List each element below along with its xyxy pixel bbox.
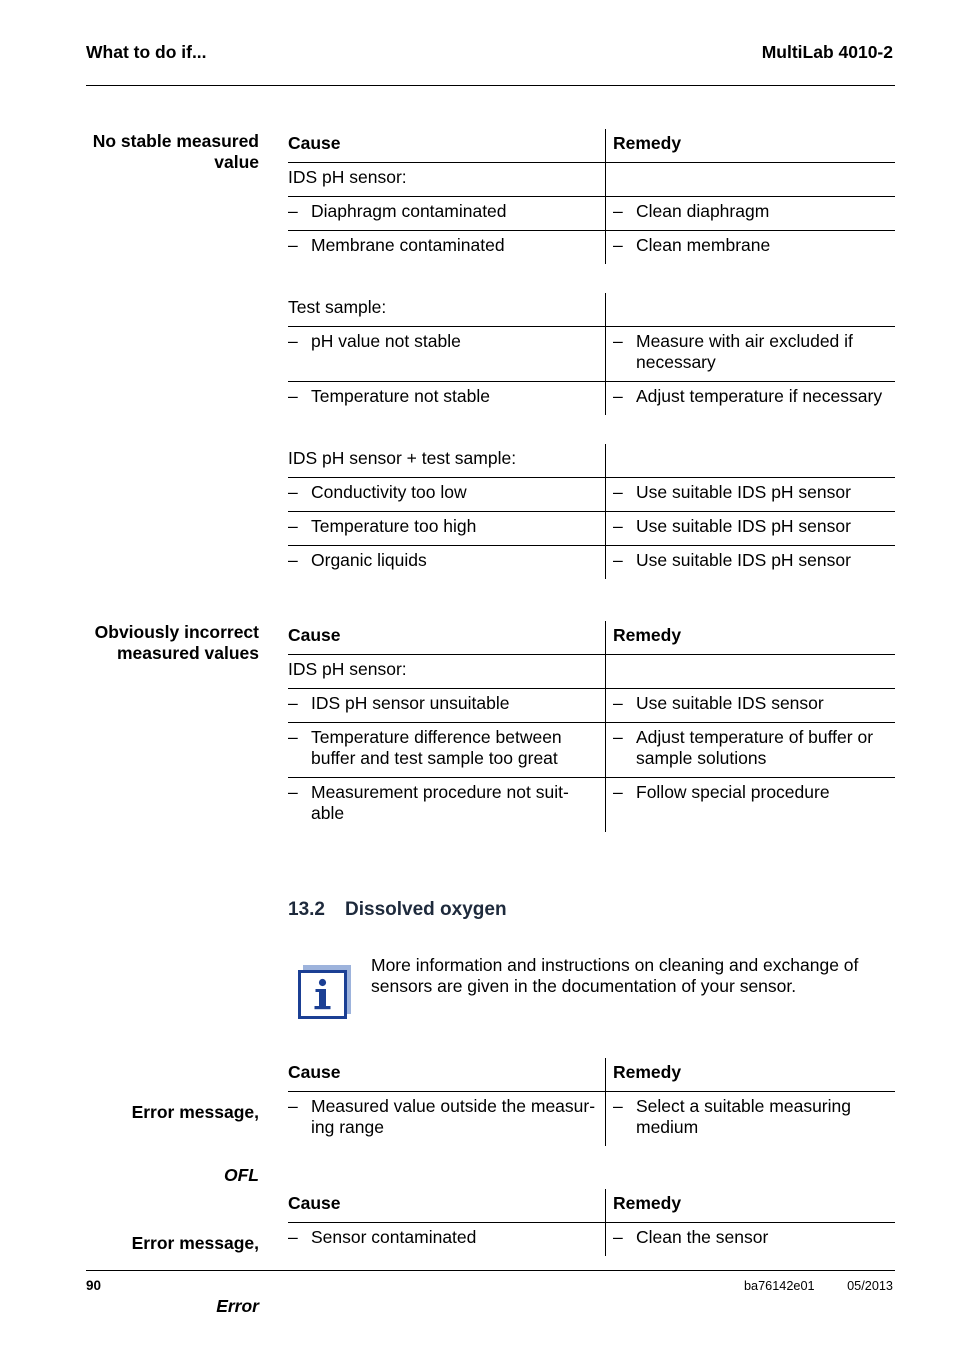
running-header-chapter: What to do if... [86, 42, 207, 62]
section-heading [288, 899, 507, 921]
cause-text: IDS pH sensor unsuitable [311, 693, 510, 713]
error-code: Error [216, 1296, 259, 1316]
dash-bullet: – [288, 550, 298, 570]
table-row [288, 197, 895, 231]
cause-cell [288, 778, 605, 832]
cause-cell [288, 231, 605, 264]
document-date: 05/2013 [847, 1279, 893, 1293]
cause-remedy-table [288, 1189, 895, 1256]
remedy-cell [605, 1223, 895, 1256]
cause-cell [288, 1092, 605, 1146]
remedy-text: Measure with air excluded if necessary [636, 331, 853, 372]
column-header-remedy: Remedy [605, 129, 895, 162]
table-row [288, 723, 895, 778]
error-code: OFL [224, 1165, 259, 1185]
dash-bullet: – [613, 386, 623, 406]
column-header-cause: Cause [288, 1193, 341, 1213]
table-row [288, 293, 895, 327]
remedy-cell [605, 689, 895, 722]
remedy-cell [605, 1092, 895, 1146]
cause-remedy-table [288, 129, 895, 264]
dash-bullet: – [288, 331, 298, 351]
dash-bullet: – [613, 1227, 623, 1247]
remedy-text: Use suitable IDS sensor [636, 693, 824, 713]
dash-bullet: – [613, 550, 623, 570]
cause-remedy-table [288, 1058, 895, 1146]
dash-bullet: – [288, 727, 298, 747]
error-label: Error message, [131, 1102, 259, 1122]
side-label-error-error [40, 1191, 259, 1351]
info-icon [297, 964, 353, 1020]
cause-text: Temperature too high [311, 516, 477, 536]
group-title: Test sample: [288, 297, 387, 317]
dash-bullet: – [288, 1227, 298, 1247]
remedy-cell [605, 327, 895, 381]
dash-bullet: – [288, 693, 298, 713]
table-row [288, 1092, 895, 1146]
cause-text: Measured value outside the measur- ing range [311, 1096, 596, 1137]
table-row [288, 478, 895, 512]
section-number: 13.2 [288, 899, 325, 920]
column-header-remedy: Remedy [605, 1189, 895, 1222]
cause-text: Sensor contaminated [311, 1227, 477, 1247]
dash-bullet: – [613, 727, 623, 747]
remedy-text: Use suitable IDS pH sensor [636, 516, 851, 536]
table-row [288, 1223, 895, 1256]
side-label-incorrect-values: Obviously incorrect measured values [94, 622, 259, 663]
table-row [288, 512, 895, 546]
header-rule [86, 85, 895, 86]
cause-remedy-table [288, 293, 895, 415]
cause-cell [288, 723, 605, 777]
column-header-cause: Cause [288, 1062, 341, 1082]
remedy-cell [605, 231, 895, 264]
dash-bullet: – [613, 235, 623, 255]
table-header-row [288, 1189, 895, 1223]
error-label: Error message, [131, 1233, 259, 1253]
dash-bullet: – [288, 516, 298, 536]
remedy-cell [605, 382, 895, 415]
remedy-text: Clean the sensor [636, 1227, 769, 1247]
running-header-product: MultiLab 4010-2 [761, 42, 893, 62]
dash-bullet: – [613, 201, 623, 221]
group-title: IDS pH sensor: [288, 659, 407, 679]
cause-cell [288, 546, 605, 579]
table-row [288, 778, 895, 832]
side-label-no-stable-value: No stable measured value [92, 131, 259, 172]
dash-bullet: – [613, 782, 623, 802]
cause-remedy-table [288, 621, 895, 832]
cause-cell [288, 197, 605, 230]
remedy-cell [605, 778, 895, 832]
group-title: IDS pH sensor: [288, 167, 407, 187]
table-row [288, 231, 895, 264]
table-row [288, 163, 895, 197]
table-row [288, 382, 895, 415]
cause-text: Temperature difference between buffer and test sample too great [311, 727, 562, 768]
cause-remedy-table [288, 444, 895, 579]
table-row [288, 689, 895, 723]
remedy-text: Follow special procedure [636, 782, 830, 802]
remedy-text: Select a suitable measuring medium [636, 1096, 851, 1137]
remedy-text: Clean diaphragm [636, 201, 770, 221]
empty-cell [605, 293, 895, 326]
remedy-text: Adjust temperature if necessary [636, 386, 883, 406]
cause-cell [288, 1223, 605, 1256]
cause-cell [288, 327, 605, 381]
table-header-row [288, 621, 895, 655]
dash-bullet: – [288, 386, 298, 406]
dash-bullet: – [613, 331, 623, 351]
cause-text: Temperature not stable [311, 386, 490, 406]
remedy-text: Clean membrane [636, 235, 771, 255]
dash-bullet: – [613, 693, 623, 713]
column-header-remedy: Remedy [605, 621, 895, 654]
section-title: Dissolved oxygen [345, 899, 507, 920]
dash-bullet: – [613, 1096, 623, 1116]
remedy-text: Use suitable IDS pH sensor [636, 550, 851, 570]
remedy-cell [605, 546, 895, 579]
cause-text: pH value not stable [311, 331, 461, 351]
dash-bullet: – [288, 782, 298, 802]
cause-cell [288, 382, 605, 415]
remedy-cell [605, 478, 895, 511]
table-row [288, 444, 895, 478]
cause-cell [288, 478, 605, 511]
page-number: 90 [86, 1278, 102, 1293]
table-row [288, 546, 895, 579]
cause-text: Diaphragm contaminated [311, 201, 507, 221]
empty-cell [605, 163, 895, 196]
cause-cell [288, 689, 605, 722]
dash-bullet: – [288, 1096, 298, 1116]
column-header-remedy: Remedy [605, 1058, 895, 1091]
table-row [288, 655, 895, 689]
cause-text: Measurement procedure not suit- able [311, 782, 569, 823]
group-title: IDS pH sensor + test sample: [288, 448, 517, 468]
dash-bullet: – [613, 516, 623, 536]
remedy-cell [605, 197, 895, 230]
remedy-text: Use suitable IDS pH sensor [636, 482, 851, 502]
table-header-row [288, 1058, 895, 1092]
dash-bullet: – [288, 235, 298, 255]
table-row [288, 327, 895, 382]
cause-text: Conductivity too low [311, 482, 467, 502]
dash-bullet: – [613, 482, 623, 502]
column-header-cause: Cause [288, 133, 341, 153]
remedy-cell [605, 512, 895, 545]
table-header-row [288, 129, 895, 163]
remedy-cell [605, 723, 895, 777]
info-note-text: More information and instructions on cleaning and exchange of sensors are given in the documentation of your sensor. [371, 955, 859, 996]
empty-cell [605, 655, 895, 688]
document-id: ba76142e01 [744, 1279, 815, 1293]
dash-bullet: – [288, 482, 298, 502]
column-header-cause: Cause [288, 625, 341, 645]
cause-text: Membrane contaminated [311, 235, 505, 255]
cause-cell [288, 512, 605, 545]
cause-text: Organic liquids [311, 550, 427, 570]
footer-rule [86, 1270, 895, 1271]
dash-bullet: – [288, 201, 298, 221]
empty-cell [605, 444, 895, 477]
remedy-text: Adjust temperature of buffer or sample solutions [636, 727, 874, 768]
